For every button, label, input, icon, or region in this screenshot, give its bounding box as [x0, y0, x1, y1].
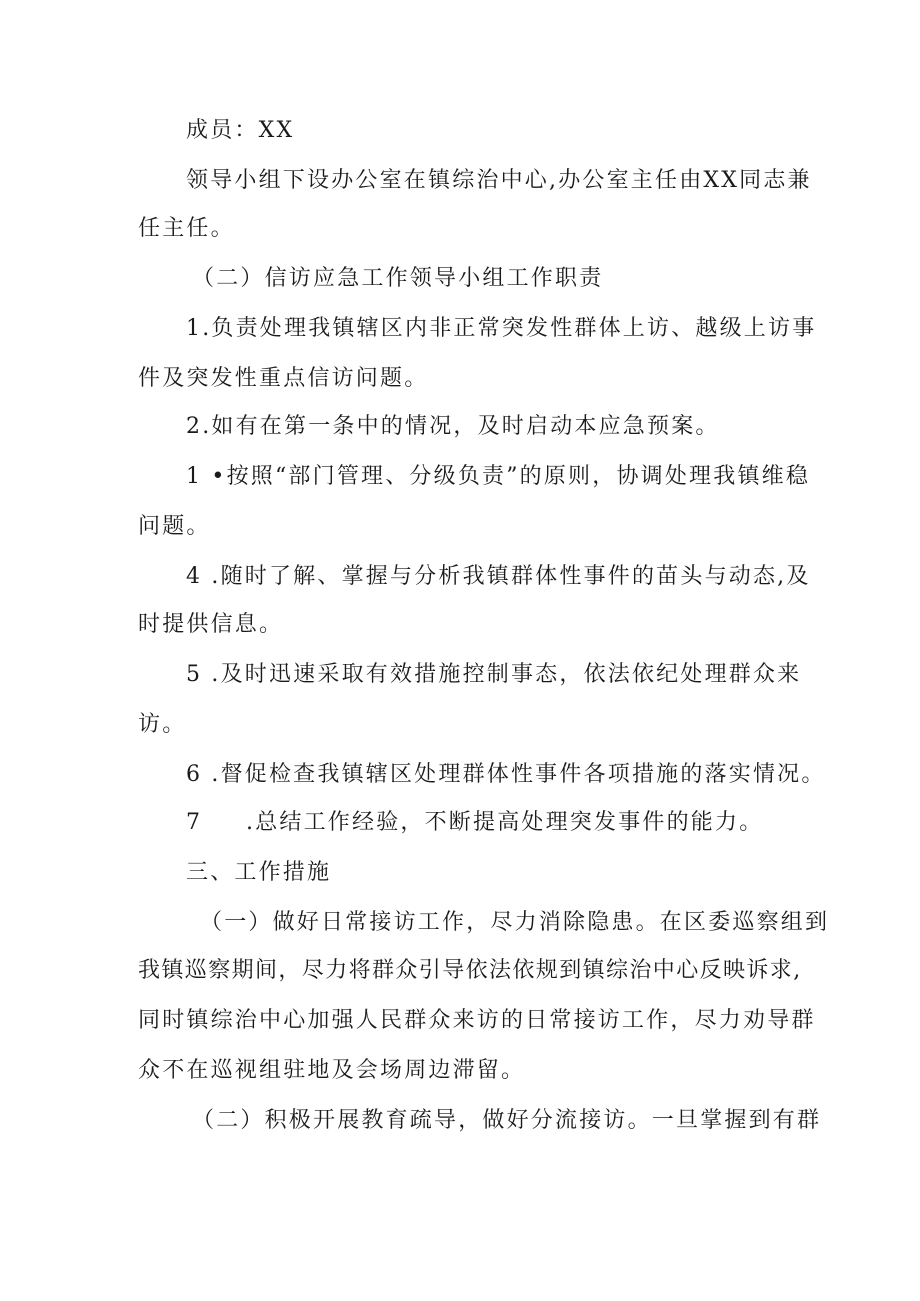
paragraph-line: 任主任。 — [138, 216, 235, 241]
section-heading: 三、工作措施 — [186, 860, 332, 885]
paragraph-line: .总结工作经验，不断提高处理突发事件的能力。 — [246, 810, 764, 835]
paragraph-line: 同时镇综治中心加强人民群众来访的日常接访工作，尽力劝导群 — [138, 1008, 816, 1033]
paragraph-line: 1 •按照“部门管理、分级负责”的原则，协调处理我镇维稳 — [186, 464, 811, 489]
members-line: 成员：XX — [186, 118, 295, 143]
paragraph-line: 5 .及时迅速采取有效措施控制事态，依法依纪处理群众来 — [186, 662, 802, 687]
paragraph-line: 我镇巡察期间，尽力将群众引导依法依规到镇综治中心反映诉求, — [138, 958, 802, 983]
paragraph-line: 访。 — [138, 712, 187, 737]
paragraph-line: 2.如有在第一条中的情况，及时启动本应急预案。 — [186, 414, 720, 439]
paragraph-line: 6 .督促检查我镇辖区处理群体性事件各项措施的落实情况。 — [186, 762, 826, 787]
paragraph-line: 领导小组下设办公室在镇综治中心,办公室主任由XX同志兼 — [186, 168, 812, 193]
paragraph-line: 问题。 — [138, 514, 211, 539]
paragraph-line: 众不在巡视组驻地及会场周边滞留。 — [138, 1058, 526, 1083]
paragraph-line: 4 .随时了解、掌握与分析我镇群体性事件的苗头与动态,及 — [186, 564, 811, 589]
paragraph-line: 1.负责处理我镇辖区内非正常突发性群体上访、越级上访事 — [186, 316, 817, 341]
paragraph-line: 时提供信息。 — [138, 612, 284, 637]
paragraph-line: 件及突发性重点信访问题。 — [138, 366, 429, 391]
section-heading: （二）信访应急工作领导小组工作职责 — [192, 266, 604, 291]
paragraph-line: （二）积极开展教育疏导，做好分流接访。一旦掌握到有群 — [192, 1108, 822, 1133]
paragraph-line: （一）做好日常接访工作，尽力消除隐患。在区委巡察组到 — [200, 910, 830, 935]
item-number: 7 — [186, 810, 203, 835]
